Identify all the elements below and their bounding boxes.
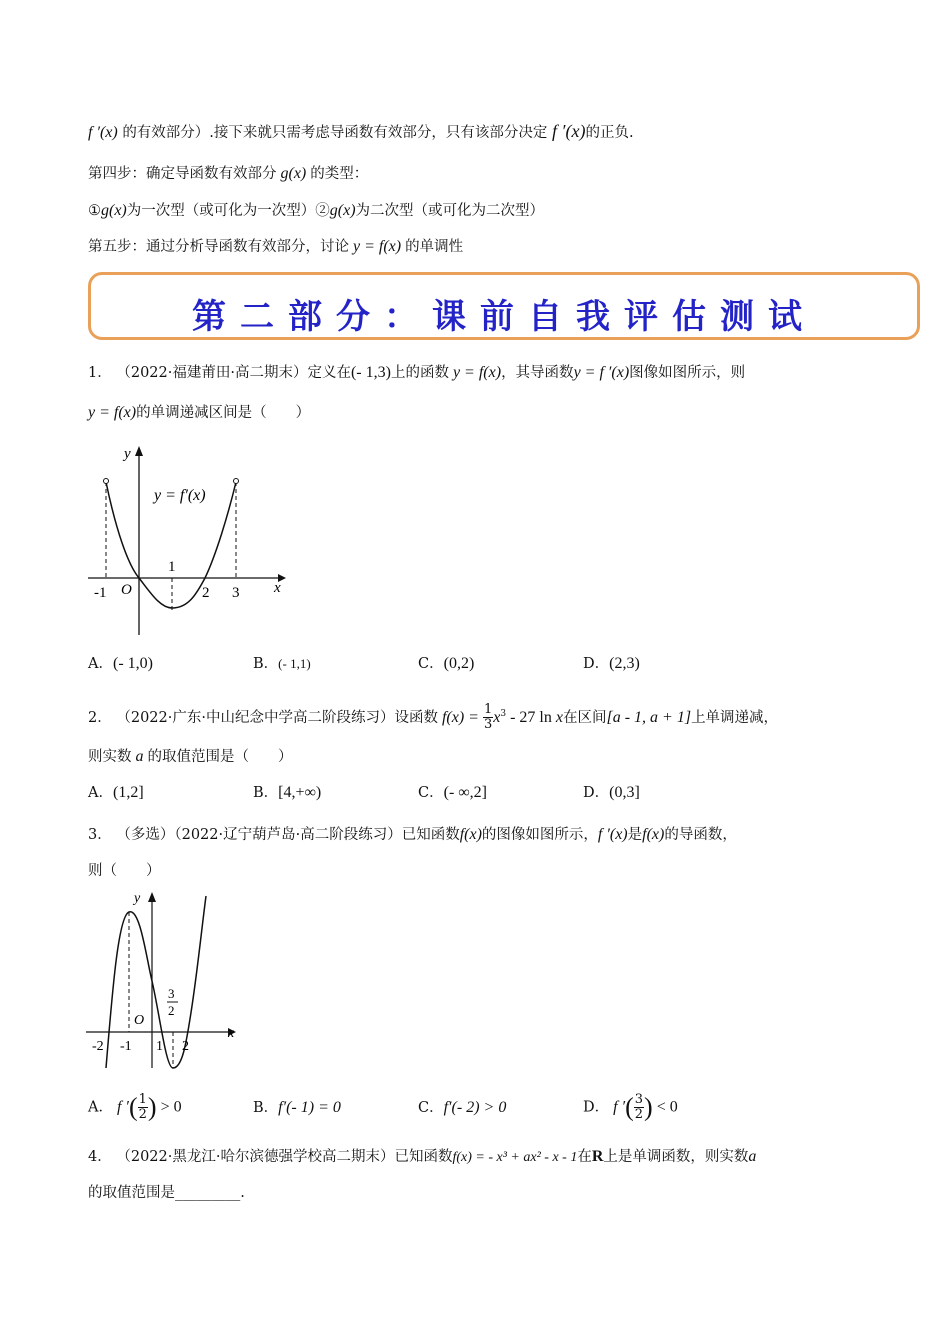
option-label: A． — [88, 1099, 113, 1116]
intro-types: ①g(x)为一次型（或可化为一次型）②g(x)为二次型（或可化为二次型） — [88, 202, 545, 219]
q4-text: 上是单调函数，则实数 — [603, 1149, 749, 1165]
q2-number: 2． — [88, 709, 112, 726]
intro-step4: 第四步：确定导函数有效部分 g(x) 的类型： — [88, 165, 369, 182]
option-label: D． — [583, 656, 610, 672]
intro-text: 的有效部分）.接下来就只需考虑导函数有效部分，只有该部分决定 — [122, 125, 548, 141]
option-value: [4,+∞) — [278, 784, 322, 801]
q2-text: 在区间 — [562, 709, 607, 726]
q2-option-d[interactable] — [583, 782, 640, 804]
q1-number: 1． — [88, 365, 112, 381]
q4-R: R — [591, 1148, 604, 1165]
q1-option-d[interactable] — [583, 653, 640, 675]
q1-y-arrow — [135, 446, 143, 456]
q4-line-1 — [88, 1146, 756, 1169]
q4-source: （2022·黑龙江·哈尔滨德强学校高二期末）已知函数 — [116, 1149, 453, 1165]
option-label: A． — [88, 656, 113, 672]
types-marker: ① — [88, 203, 101, 219]
q4-formula: f(x) = - x³ + ax² - x - 1 — [452, 1150, 578, 1165]
option-value: (1,2] — [112, 784, 144, 801]
step5-text: 第五步：通过分析导函数有效部分，讨论 — [88, 239, 349, 255]
section-title-box — [88, 272, 920, 340]
option-label: D． — [583, 1099, 610, 1116]
frac-one-half: $\frac{1}{2}$ — [138, 1092, 147, 1122]
types-b: 为二次型（或可化为二次型） — [355, 203, 545, 219]
q3-source: （多选）（2022·辽宁葫芦岛·高二阶段练习）已知函数 — [116, 827, 460, 843]
q3-text: 是 — [627, 827, 643, 843]
q2-line-2: 则实数 a 的取值范围是（ ） — [88, 748, 293, 765]
q3-option-d[interactable]: D． f ′( $\frac{3}{2}$ ) < 0 — [583, 1092, 678, 1122]
q1-interval: (- 1,3) — [350, 364, 391, 381]
q2-line2-tail: 的取值范围是（ ） — [147, 749, 293, 765]
q3-tick-neg1: -1 — [120, 1039, 132, 1054]
q2-frac: $\frac{1}{3}$ — [483, 702, 493, 733]
option-value: f′(- 1) = 0 — [278, 1099, 341, 1116]
q1-option-a[interactable] — [88, 653, 153, 675]
option-value: (0,2) — [443, 655, 475, 672]
q3-option-a[interactable]: A． f ′( $\frac{1}{2}$ ) > 0 — [88, 1092, 182, 1122]
q1-open-point-right — [234, 479, 239, 484]
intro-line-1: f ′(x) 的有效部分）.接下来就只需考虑导函数有效部分，只有该部分决定 f ′(x)的正负. — [88, 121, 634, 141]
q1-graph — [88, 440, 298, 640]
q3-frac-den: 2 — [168, 1003, 175, 1018]
intro-text: 的正负. — [585, 125, 634, 141]
q1-tick-neg1: -1 — [94, 585, 107, 601]
option-value: (- 1,1) — [278, 656, 311, 671]
q3-y-arrow — [148, 892, 156, 902]
option-label: B． — [253, 785, 279, 801]
types-a: 为一次型（或可化为一次型）② — [126, 203, 330, 219]
q1-text: ，其导函数 — [501, 365, 574, 381]
q2-text: 上单调递减， — [691, 709, 779, 726]
q2-option-a[interactable] — [88, 782, 144, 804]
q2-interval: [a - 1, a + 1] — [606, 708, 692, 726]
q1-open-point-left — [104, 479, 109, 484]
q4-number: 4． — [88, 1149, 112, 1165]
q3-tick-1: 1 — [156, 1039, 163, 1054]
option-value: (0,3] — [609, 784, 640, 801]
q1-line2-tail: 的单调递减区间是（ ） — [136, 405, 311, 421]
q1-option-c[interactable] — [418, 653, 474, 675]
q4-text: 在 — [577, 1149, 592, 1165]
q1-line-2: y = f(x)的单调递减区间是（ ） — [88, 404, 311, 421]
q3-text: 的图像如图所示， — [481, 827, 598, 843]
option-value: (- 1,0) — [112, 655, 153, 672]
q3-tick-2: 2 — [182, 1039, 189, 1054]
frac-three-halves: $\frac{3}{2}$ — [634, 1092, 644, 1122]
q2-line-1: 2． （2022·广东·中山纪念中学高二阶段练习）设函数 f(x) = $\frac{1}{3}$ $x^3 - 27$ ln x在区间[a - 1, a + 1]上单调递减， — [88, 702, 779, 733]
q1-x-label: x — [274, 580, 281, 596]
q3-graph — [86, 886, 246, 1071]
step5-tail: 的单调性 — [405, 239, 464, 255]
q1-line-1: 1． （2022·福建莆田·高二期末）定义在(- 1,3)上的函数 y = f(x)，其导函数y = f ′(x)图像如图所示，则 — [88, 364, 746, 381]
q1-tick-1: 1 — [168, 559, 176, 575]
q1-y-label: y — [124, 446, 131, 462]
q1-tick-2: 2 — [202, 585, 210, 601]
option-label: B． — [253, 1100, 279, 1116]
q3-y-label: y — [134, 891, 141, 906]
q1-text: 图像如图所示，则 — [629, 365, 746, 381]
q3-line-2 — [88, 860, 161, 882]
step4-text: 第四步：确定导函数有效部分 — [88, 166, 277, 182]
q3-line-1: 3． （多选）（2022·辽宁葫芦岛·高二阶段练习）已知函数f(x)的图像如图所示，f ′(x)是f(x)的导函数， — [88, 826, 737, 843]
q3-text: 的导函数， — [664, 827, 737, 843]
q3-option-c[interactable] — [418, 1097, 506, 1119]
q3-option-b[interactable] — [253, 1097, 341, 1119]
q3-line2: 则（ ） — [88, 863, 161, 879]
q4-line-2 — [88, 1182, 245, 1204]
q1-option-b[interactable] — [253, 653, 311, 675]
q1-origin: O — [121, 582, 132, 598]
q1-text: 上的函数 — [390, 365, 449, 381]
q2-option-b[interactable] — [253, 782, 321, 804]
option-value: (- ∞,2] — [443, 784, 487, 801]
q1-tick-3: 3 — [232, 585, 240, 601]
q1-source: （2022·福建莆田·高二期末）定义在 — [116, 365, 351, 381]
q4-var: a — [748, 1148, 757, 1165]
q1-graph-label: y = f′(x) — [154, 487, 206, 504]
option-label: C． — [418, 785, 444, 801]
option-label: A． — [88, 785, 113, 801]
q2-source: （2022·广东·中山纪念中学高二阶段练习）设函数 — [116, 709, 438, 726]
q3-x-label: x — [228, 1026, 235, 1041]
q3-tick-neg2: -2 — [92, 1039, 104, 1054]
section-title: 第二部分：课前自我评估测试 — [192, 297, 816, 337]
q3-frac-num: 3 — [168, 986, 175, 1001]
q3-origin: O — [134, 1013, 145, 1028]
option-label: C． — [418, 1100, 444, 1116]
intro-step5: 第五步：通过分析导函数有效部分，讨论 y = f(x) 的单调性 — [88, 238, 464, 255]
option-label: C． — [418, 656, 444, 672]
option-value: (2,3) — [609, 655, 640, 672]
q2-line2: 则实数 — [88, 749, 132, 765]
option-label: D． — [583, 785, 610, 801]
q4-line2: 的取值范围是_________. — [88, 1185, 245, 1201]
option-label: B． — [253, 656, 279, 672]
step4-tail: 的类型： — [310, 166, 369, 182]
q3-number: 3． — [88, 827, 112, 843]
q2-option-c[interactable] — [418, 782, 487, 804]
option-value: f′(- 2) > 0 — [443, 1099, 507, 1116]
